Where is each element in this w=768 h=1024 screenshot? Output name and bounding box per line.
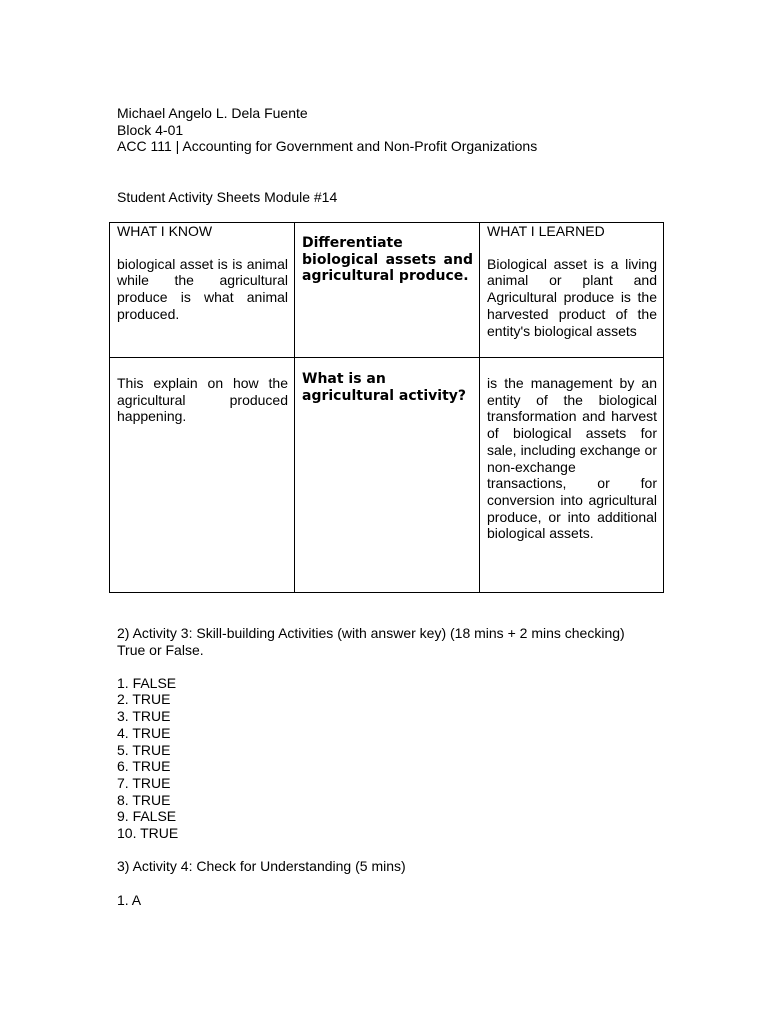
learned-answer: is the management by an entity of the biological transformation and harvest of biological assets for sale, including exchange or non-exchange transactions, or for conversion into agricultural produce, or into additional biological assets. xyxy=(487,375,657,542)
answer-item: 7. TRUE xyxy=(117,774,171,791)
student-header xyxy=(117,105,537,155)
answer-item: 1. FALSE xyxy=(117,674,177,691)
activity3-heading: 2) Activity 3: Skill-building Activities (with answer key) (18 mins + 2 mins checking) xyxy=(117,625,625,641)
table-row xyxy=(110,223,664,358)
question-cell xyxy=(295,223,480,358)
learned-cell xyxy=(480,358,664,593)
answer-item: 1. A xyxy=(117,891,142,908)
learned-answer: Biological asset is a living animal or plant and Agricultural produce is the harvested product of the entity's biological assets xyxy=(487,255,657,339)
answer-item: 2. TRUE xyxy=(117,691,171,708)
activity-section xyxy=(117,625,637,908)
know-cell xyxy=(110,223,295,358)
know-answer: biological asset is is animal while the agricultural produce is what animal produced. xyxy=(117,255,288,322)
answer-item: 10. TRUE xyxy=(117,825,179,842)
activity3-instruction: True or False. xyxy=(117,641,204,658)
answer-item: 3. TRUE xyxy=(117,708,171,725)
student-name: Michael Angelo L. Dela Fuente xyxy=(117,105,308,121)
answer-item: 8. TRUE xyxy=(117,791,171,808)
table-row xyxy=(110,358,664,593)
question-text: Differentiate biological assets and agricultural produce. xyxy=(302,235,473,285)
answer-item: 6. TRUE xyxy=(117,758,171,775)
question-cell xyxy=(295,358,480,593)
question-text: What is an agricultural activity? xyxy=(302,371,467,404)
learned-cell xyxy=(480,223,664,358)
know-cell xyxy=(110,358,295,593)
column-header-what-i-know: WHAT I KNOW xyxy=(117,223,213,239)
answer-item: 5. TRUE xyxy=(117,741,171,758)
column-header-what-i-learned: WHAT I LEARNED xyxy=(487,223,605,239)
course-title: ACC 111 | Accounting for Government and Non-Profit Organizations xyxy=(117,138,538,154)
activity-table xyxy=(109,222,664,593)
answer-item: 9. FALSE xyxy=(117,808,177,825)
student-block: Block 4-01 xyxy=(117,121,184,138)
know-answer: This explain on how the agricultural produced happening. xyxy=(117,375,288,425)
activity4-heading: 3) Activity 4: Check for Understanding (5 mins) xyxy=(117,858,406,875)
module-title: Student Activity Sheets Module #14 xyxy=(117,189,338,205)
answer-item: 4. TRUE xyxy=(117,724,171,741)
